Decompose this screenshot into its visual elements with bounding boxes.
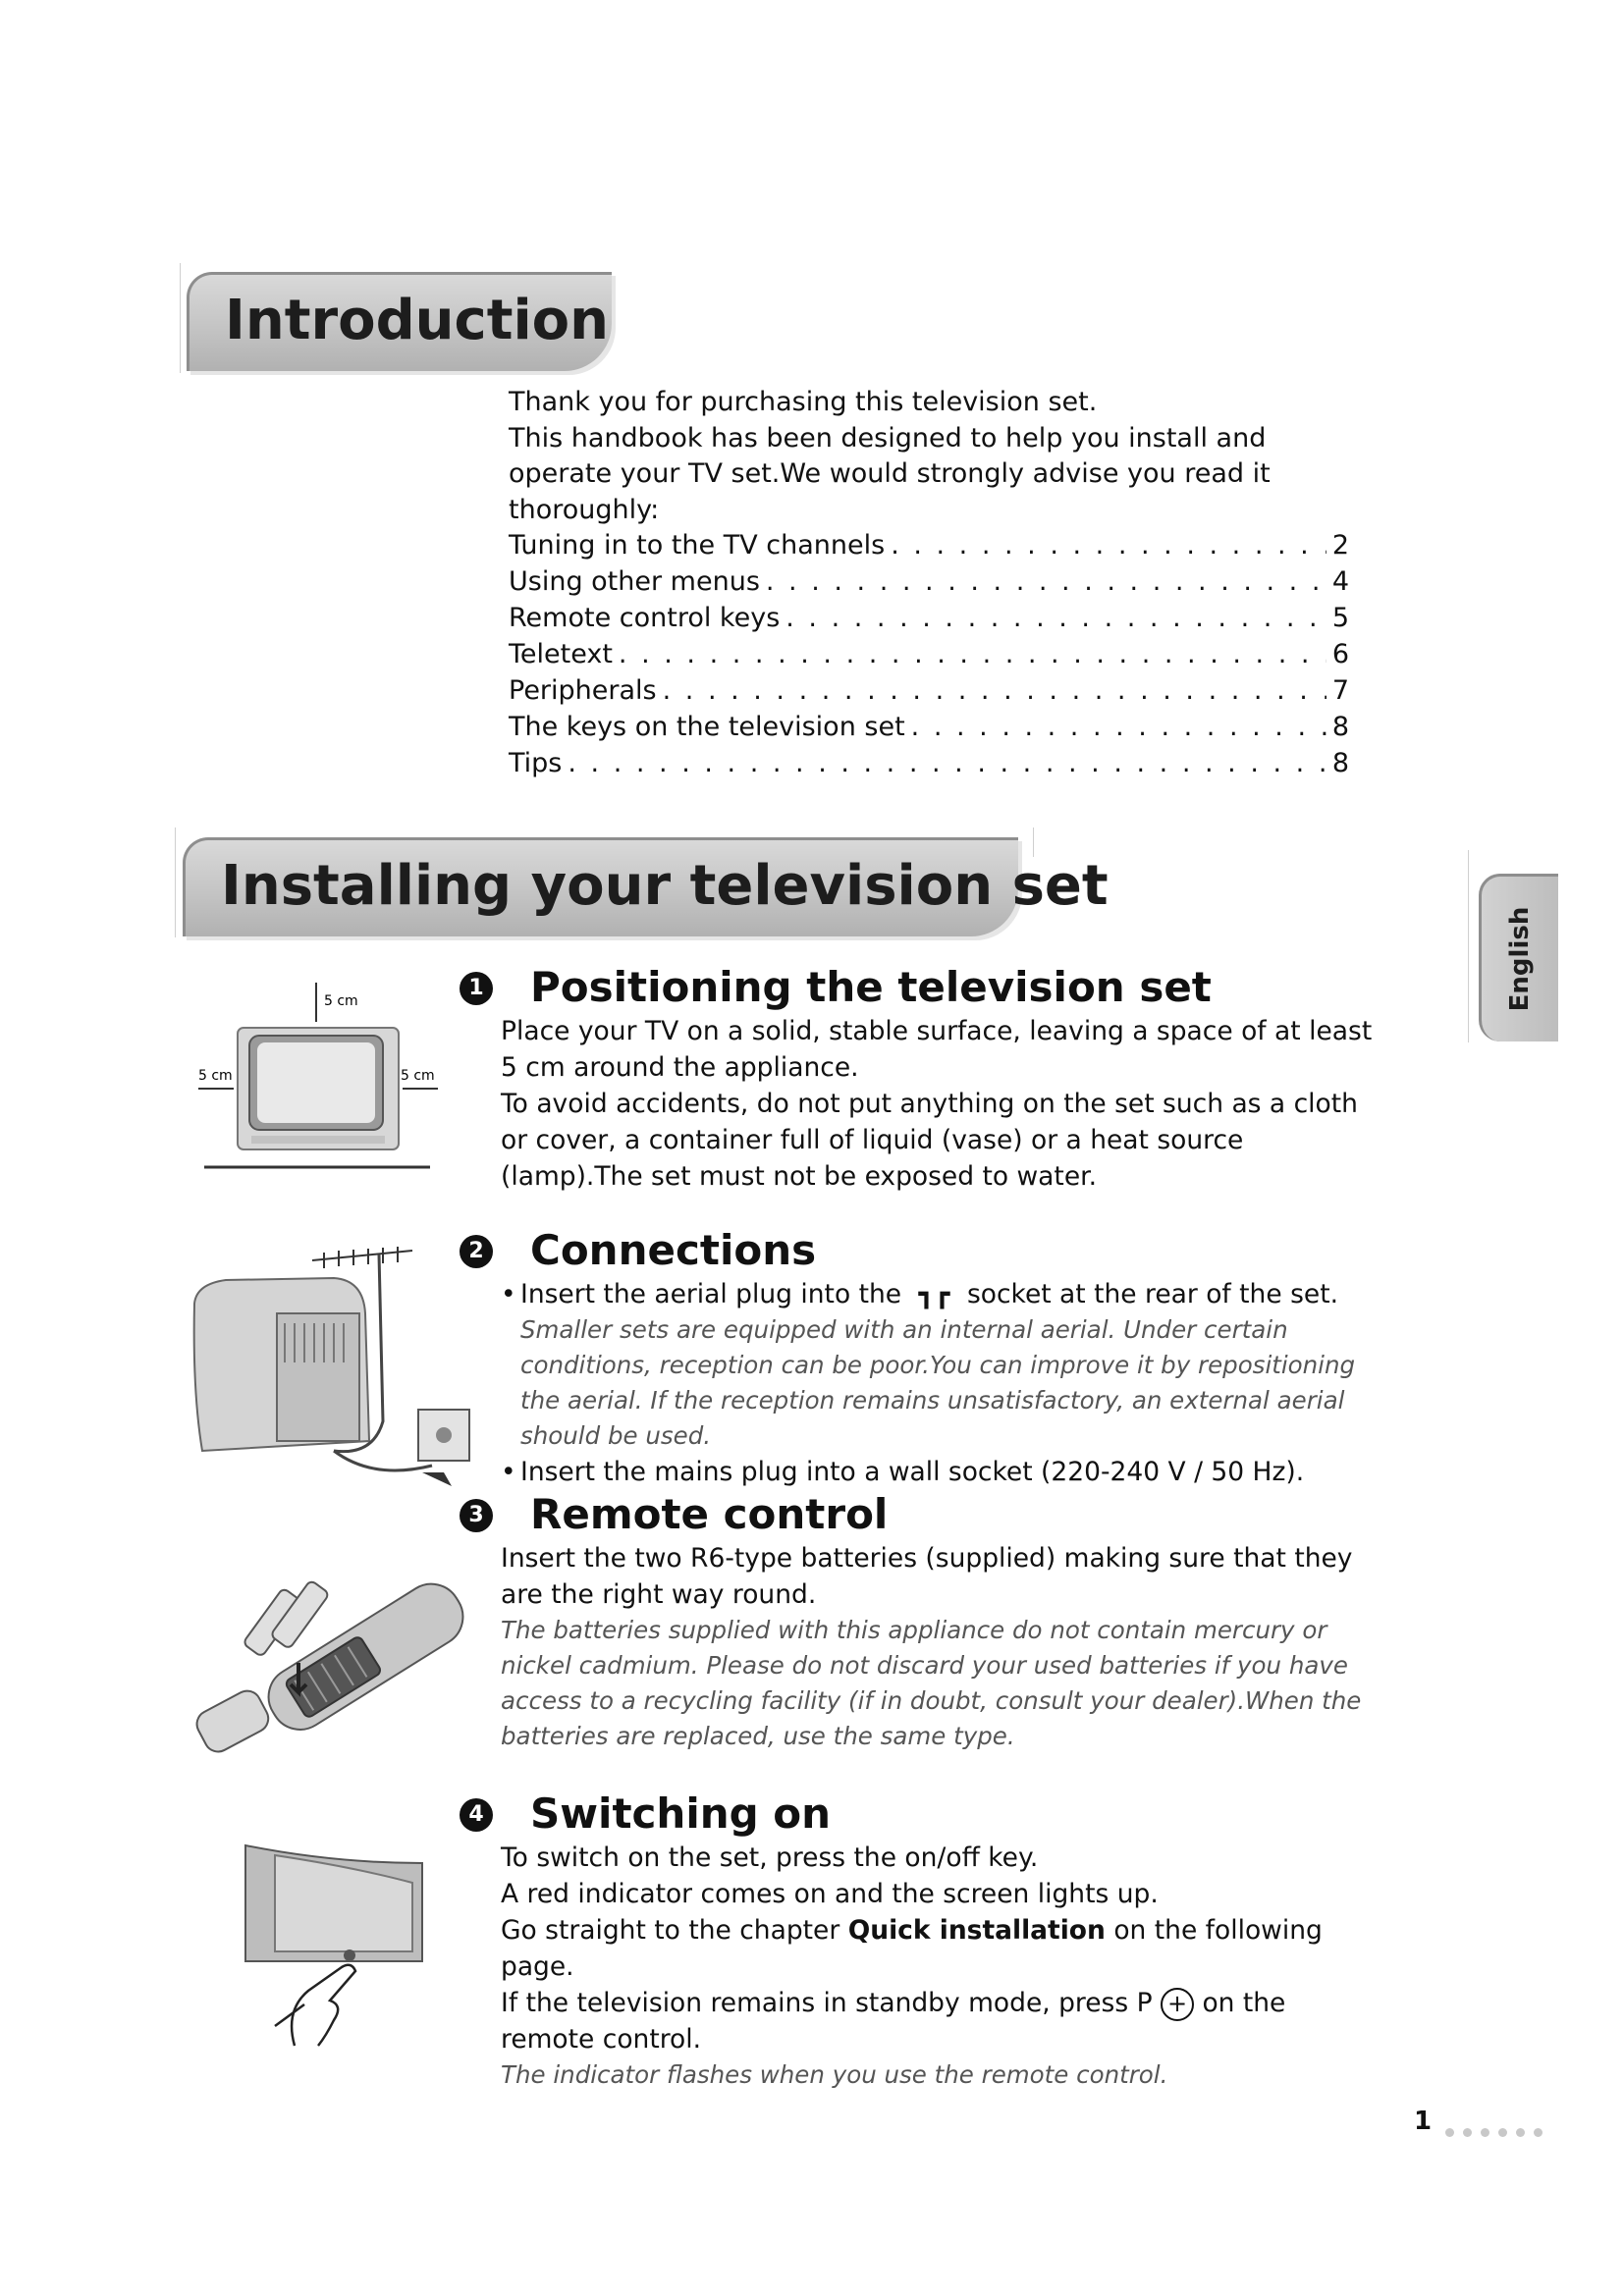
toc-page: 2 [1331,530,1349,561]
step-note: Smaller sets are equipped with an internal aerial. Under certain conditions, reception can be poor.You can improve it by repositioning the aerial. If the reception remains unsatisfactory, an external aerial should be used. [520,1315,1356,1450]
toc-page: 8 [1331,748,1349,778]
installing-banner [183,837,1109,936]
banner-edge-line [1033,828,1034,857]
step-note: The indicator flashes when you use the remote control. [501,2060,1168,2089]
aerial-socket-icon: ┓┏ [918,1279,950,1309]
step-title: Positioning the television set [530,963,1212,1011]
toc-leader [568,746,1326,782]
step-paragraph: Insert the two R6-type batteries (supplied) making sure that they are the right way round. [501,1543,1353,1610]
toc-leader [891,528,1326,564]
step-remote-control [460,1489,1382,1754]
toc-item[interactable] [509,564,1349,601]
toc-page: 4 [1331,566,1349,597]
step-number-badge: 2 [460,1235,493,1268]
chapter-reference: Quick installation [847,1915,1106,1946]
switching-on-illustration [236,1843,432,2050]
step-paragraph: A red indicator comes on and the screen lights up. [501,1879,1159,1909]
step-number-badge: 3 [460,1499,493,1532]
bullet-text: Insert the aerial plug into the [520,1279,902,1309]
tv-positioning-illustration [194,977,442,1173]
language-tab[interactable] [1479,874,1558,1041]
banner-edge-line [180,263,181,373]
step-paragraph [501,1912,1382,1985]
step-paragraph: To avoid accidents, do not put anything on the set such as a cloth or cover, a container full of liquid (vase) or a heat source (lamp).The set must not be exposed to water. [501,1089,1358,1192]
toc-page: 8 [1331,712,1349,742]
introduction-banner [187,272,612,371]
toc-item[interactable] [509,746,1349,782]
table-of-contents [509,528,1349,782]
inline-text: Go straight to the chapter [501,1915,840,1946]
step-title: Remote control [530,1490,889,1538]
toc-label: Teletext [509,639,613,669]
toc-item[interactable] [509,673,1349,710]
toc-leader [663,673,1326,710]
step-title: Connections [530,1226,817,1274]
step-title: Switching on [530,1789,832,1838]
toc-page: 7 [1331,675,1349,706]
toc-leader [766,564,1326,601]
remote-control-illustration [192,1573,487,1769]
toc-leader [911,710,1326,746]
bullet-aerial [501,1276,1382,1312]
toc-leader [619,637,1326,673]
section-title: Introduction [225,289,610,352]
step-number-badge: 4 [460,1798,493,1832]
plus-key-icon: + [1161,1988,1194,2021]
step-number-badge: 1 [460,972,493,1005]
toc-page: 6 [1331,639,1349,669]
toc-item[interactable] [509,637,1349,673]
intro-paragraph: Thank you for purchasing this television set. [509,387,1098,417]
inline-text: If the television remains in standby mode, press P [501,1988,1153,2018]
toc-label: Peripherals [509,675,657,706]
toc-label: The keys on the television set [509,712,905,742]
toc-label: Tips [509,748,563,778]
bullet-text: socket at the rear of the set. [966,1279,1339,1309]
intro-paragraph: This handbook has been designed to help you install and operate your TV set.We would strongly advise you read it thoroughly: [509,422,1271,525]
step-connections [460,1225,1382,1490]
dim-right-label: 5 cm [401,1068,435,1084]
dim-left-label: 5 cm [198,1068,233,1084]
step-paragraph: To switch on the set, press the on/off key. [501,1842,1039,1873]
step-note: The batteries supplied with this appliance do not contain mercury or nickel cadmium. Please do not discard your used batteries if you have access to a recycling facility (if in doubt, consult your dealer).When the batteries are replaced, use the same type. [501,1616,1362,1750]
toc-item[interactable] [509,528,1349,564]
toc-item[interactable] [509,710,1349,746]
dim-top-label: 5 cm [324,993,358,1009]
step-positioning [460,962,1382,1195]
toc-item[interactable] [509,601,1349,637]
toc-label: Using other menus [509,566,760,597]
introduction-text [509,385,1349,782]
toc-page: 5 [1331,603,1349,633]
page-dots [1445,2122,1551,2141]
step-switching-on [460,1789,1382,2093]
toc-label: Remote control keys [509,603,781,633]
banner-edge-line [175,828,176,937]
tab-edge-line [1468,850,1469,1042]
inline-text: on the remote control. [501,1988,1286,2055]
toc-label: Tuning in to the TV channels [509,530,886,561]
section-title: Installing your television set [221,854,1109,918]
page-number: 1 [1414,2107,1433,2136]
step-paragraph [501,1985,1382,2057]
toc-leader [785,601,1326,637]
connections-illustration [187,1245,481,1490]
bullet-mains: • Insert the mains plug into a wall socket (220-240 V / 50 Hz). [501,1454,1382,1490]
step-paragraph: Place your TV on a solid, stable surface, leaving a space of at least 5 cm around the appliance. [501,1016,1373,1083]
inline-text: on the following page. [501,1915,1323,1982]
language-label: English [1505,906,1535,1012]
